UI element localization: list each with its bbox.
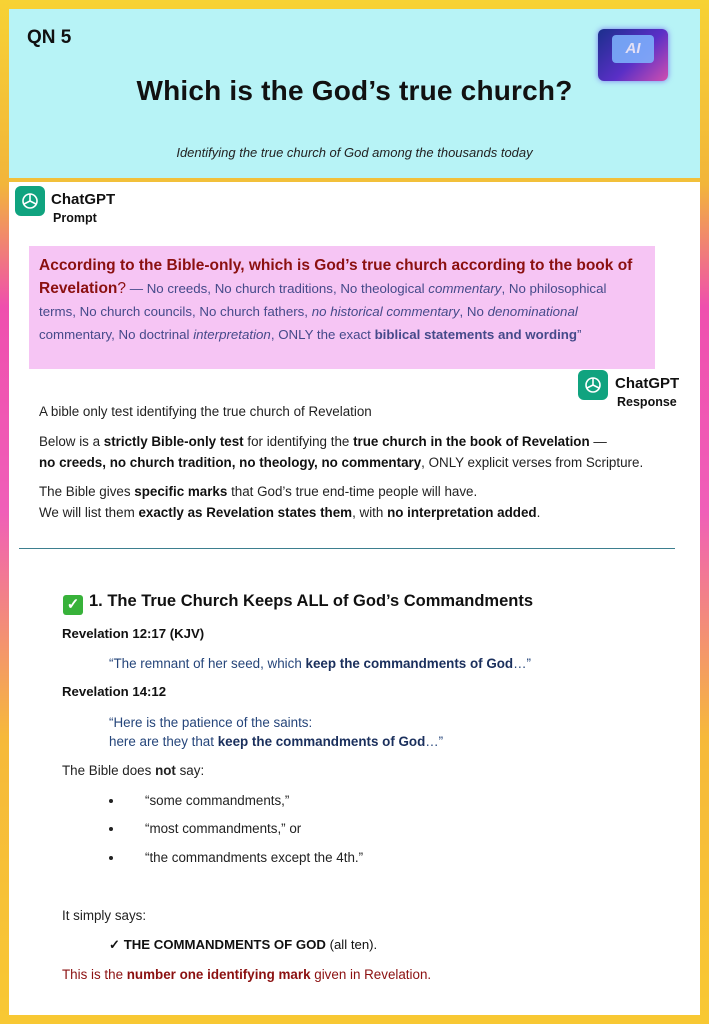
verse-reference-2: Revelation 14:12	[62, 684, 167, 699]
list-item: “most commandments,” or	[109, 821, 301, 836]
list-item: “some commandments,”	[109, 793, 289, 808]
prompt-app-name: ChatGPT	[51, 191, 116, 208]
simply-says: It simply says:	[62, 908, 147, 923]
verse-quote-1: “The remnant of her seed, which keep the commandments of God…”	[109, 656, 531, 671]
question-number: QN 5	[27, 27, 72, 48]
header-banner	[9, 9, 700, 182]
section-divider	[19, 548, 675, 549]
ai-chip-icon	[598, 29, 668, 81]
prompt-role-label: Prompt	[53, 211, 97, 225]
list-item: “the commandments except the 4th.”	[109, 850, 363, 865]
openai-logo-icon	[15, 186, 45, 216]
page-title: Which is the God’s true church?	[136, 75, 573, 106]
response-intro: A bible only test identifying the true church of Revelation	[39, 404, 372, 419]
identifying-mark-note: This is the number one identifying mark given in Revelation.	[62, 967, 432, 982]
page-subtitle: Identifying the true church of God among the thousands today	[176, 145, 533, 160]
response-paragraph-2: Below is a strictly Bible-only test for identifying the true church in the book of Revelation — no creeds, no church tradition, no theology, no commentary, ONLY explicit verses from Scripture.	[39, 434, 644, 470]
section-heading: ✓ 1. The True Church Keeps ALL of God’s Commandments	[63, 592, 533, 615]
verse-reference-1: Revelation 12:17 (KJV)	[62, 626, 205, 641]
response-role-label: Response	[617, 395, 677, 409]
checkmark-icon: ✓	[63, 595, 83, 615]
prompt-box	[29, 246, 655, 369]
commandments-statement: ✓ THE COMMANDMENTS OF GOD (all ten).	[109, 937, 378, 952]
prompt-text: According to the Bible-only, which is God’s true church according to the book of Revelation? — No creeds, No church traditions, No theological commentary, No philosophical terms, No church councils, No church fathers, no historical commentary, No denominational commentary, No doctrinal interpretation, ONLY the exact biblical statements and wording”	[39, 257, 633, 342]
response-paragraph-3: The Bible gives specific marks that God’s true end-time people will have. We will list them exactly as Revelation states them, with no interpretation added.	[39, 484, 541, 520]
ai-chip-label: AI	[612, 35, 654, 63]
verse-quote-2: “Here is the patience of the saints: here are they that keep the commandments of God…”	[109, 715, 444, 749]
document-page	[9, 9, 700, 1015]
bible-does-not-say: The Bible does not say:	[62, 763, 205, 778]
openai-logo-icon	[578, 370, 608, 400]
response-app-name: ChatGPT	[615, 375, 680, 392]
